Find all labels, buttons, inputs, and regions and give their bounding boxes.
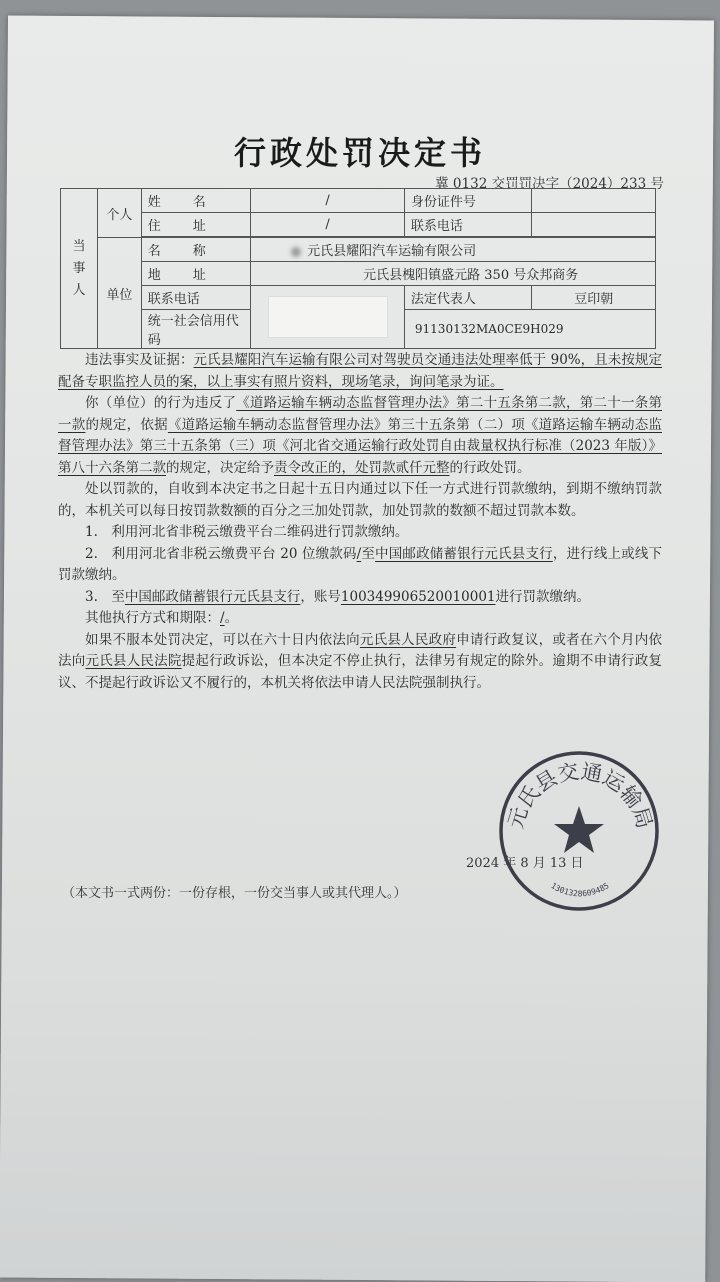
individual-address-value: / xyxy=(251,213,405,237)
individual-phone-label: 联系电话 xyxy=(404,213,532,237)
issue-date: 2024 年 8 月 13 日 xyxy=(466,856,584,871)
seal-text-path: 元氏县交通运输局 xyxy=(503,759,657,832)
star-icon xyxy=(554,806,604,853)
unit-address-label: 地 址 xyxy=(141,262,250,286)
other-methods-value: / xyxy=(220,610,225,626)
unit-name-cell xyxy=(251,238,656,262)
party-header: 当事人 xyxy=(61,189,98,349)
other-methods xyxy=(58,608,662,630)
violation-text-a: 你（单位）的行为违反了 xyxy=(85,395,237,411)
document-title: 行政处罚决定书 xyxy=(233,134,486,172)
method-3-text-a: 3. 至 xyxy=(85,588,125,605)
appeal-text-c: 提起行政诉讼，但本决定不停止执行，法律另有规定的除外。逾期不申请行政复议、不提起行政诉讼又不履行的，本机关将依法申请人民法院强制执行。 xyxy=(58,653,663,691)
unit-name-label: 名 称 xyxy=(141,238,250,262)
method-2-bank: 中国邮政储蓄银行元氏县支行 xyxy=(375,545,553,562)
method-3-text-c: 进行罚款缴纳。 xyxy=(495,588,590,605)
unit-rep-value: 豆印朝 xyxy=(532,286,656,310)
violation-paragraph xyxy=(58,393,662,479)
individual-id-value xyxy=(532,189,656,213)
appeal-text-b: 申请行政复议，或者在六个月内依法向 xyxy=(58,631,663,669)
seal-code xyxy=(549,881,611,898)
violation-text-b: 的规定，依据 xyxy=(85,416,168,433)
method-1: 1. 利用河北省非税云缴费平台二维码进行罚款缴纳。 xyxy=(85,524,409,540)
method-2 xyxy=(58,544,662,587)
footnote: （本文书一式两份：一份存根，一份交当事人或其代理人。） xyxy=(62,886,407,901)
method-2-text-b: 至 xyxy=(361,545,376,562)
document-body xyxy=(58,350,662,694)
method-3-text-b: ，账号 xyxy=(300,588,341,605)
redaction-mask xyxy=(268,296,388,338)
unit-phone-cell xyxy=(251,286,405,349)
individual-phone-value xyxy=(532,213,656,237)
unit-name-value: 元氏县耀阳汽车运输有限公司 xyxy=(307,244,477,259)
method-2-text-c: ，进行线上或线下罚款缴纳。 xyxy=(58,545,663,583)
seal-code-path: 1301328609485 xyxy=(549,881,611,899)
unit-credit-label: 统一社会信用代码 xyxy=(141,310,250,349)
appeal-paragraph xyxy=(58,630,662,695)
individual-address-label: 住 址 xyxy=(141,213,250,237)
redaction-blur xyxy=(291,247,301,257)
individual-group: 个人 xyxy=(97,189,141,238)
payment-paragraph: 处以罚款的，自收到本决定书之日起十五日内通过以下任一方式进行罚款缴纳，到期不缴纳罚款的，本机关可以每日按罚款数额的百分之三加处罚款，加处罚款的数额不超过罚款本数。 xyxy=(58,481,662,519)
payment-code: / xyxy=(356,545,362,562)
facts-text: 元氏县耀阳汽车运输有限公司对驾驶员交通违法处理率低于 90%，且未按规定配备专职监控人员的案，以上事实有照片资料，现场笔录，询问笔录为证。 xyxy=(58,352,663,390)
individual-name-value: / xyxy=(251,189,405,213)
unit-phone-label: 联系电话 xyxy=(141,286,250,310)
unit-address-value: 元氏县槐阳镇盛元路 350 号众邦商务 xyxy=(251,262,656,286)
appeal-text-a: 如果不服本处罚决定，可以在六十日内依法向 xyxy=(85,631,360,648)
unit-rep-label: 法定代表人 xyxy=(404,286,532,310)
official-seal xyxy=(496,748,662,914)
unit-group: 单位 xyxy=(97,238,141,349)
facts-label: 违法事实及证据： xyxy=(85,352,194,368)
review-authority: 元氏县人民政府 xyxy=(359,631,457,648)
document-number: 冀 0132 交罚罚决字（2024）233 号 xyxy=(435,176,664,192)
violation-text-c: 的规定，决定给予 xyxy=(166,459,274,476)
other-methods-end: 。 xyxy=(224,610,239,626)
method-3-bank: 中国邮政储蓄银行元氏县支行 xyxy=(124,588,301,605)
facts-paragraph xyxy=(58,350,662,393)
violation-text-d: 的行政处罚。 xyxy=(449,459,531,476)
unit-credit-value: 91130132MA0CE9H029 xyxy=(404,310,655,349)
court: 元氏县人民法院 xyxy=(85,653,182,669)
penalty: 责令改正的，处罚款贰仟元整 xyxy=(274,459,450,476)
individual-id-label: 身份证件号 xyxy=(404,189,532,213)
basis-law: 《道路运输车辆动态监督管理办法》第三十五条第（二）项《道路运输车辆动态监督管理办法》第三十五条第（三）项《河北省交通运输行政处罚自由裁量权执行标准（2023 年版）》第八十六条第二款 xyxy=(58,416,663,476)
party-table xyxy=(60,188,656,349)
method-3 xyxy=(58,587,662,609)
bank-account: 100349906520010001 xyxy=(340,588,496,605)
other-methods-label: 其他执行方式和期限： xyxy=(85,610,220,626)
violated-law: 《道路运输车辆动态监督管理办法》第二十五条第二款，第二十一条第一款 xyxy=(58,395,663,433)
individual-name-label: 姓 名 xyxy=(141,189,250,213)
method-2-text-a: 2. 利用河北省非税云缴费平台 20 位缴款码 xyxy=(85,545,357,562)
